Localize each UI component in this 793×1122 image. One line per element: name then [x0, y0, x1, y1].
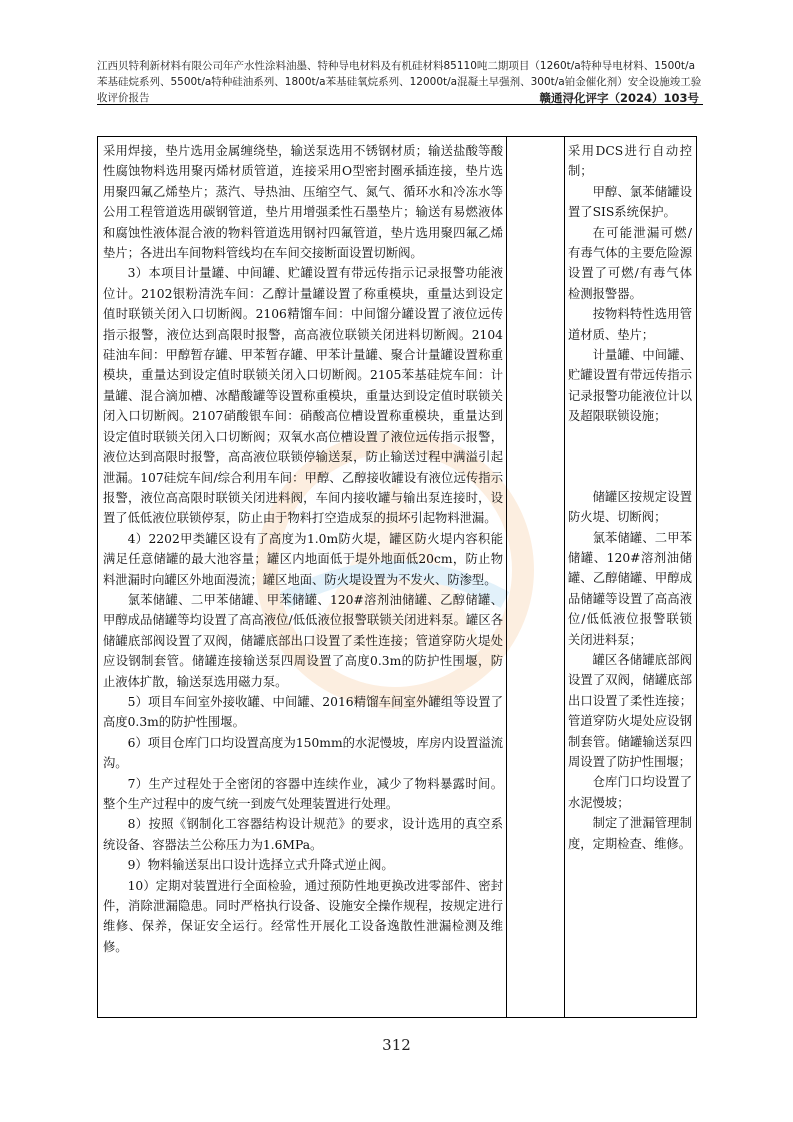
- document-number: 赣通浔化评字（2024）103号: [539, 91, 699, 105]
- summary-column: [568, 141, 692, 854]
- page-header: [97, 58, 703, 106]
- summary-item: 甲醇、氯苯储罐设置了SIS系统保护。: [568, 184, 692, 220]
- summary-item: 氯苯储罐、二甲苯储罐、120#溶剂油储罐、乙醇储罐、甲醇成品储罐等设置了高高液位/低低液位报警联锁关闭进料泵；: [568, 530, 692, 647]
- column-divider: [564, 137, 565, 1017]
- paragraph: 8）按照《钢制化工容器结构设计规范》的要求，设计选用的真空系统设备、容器法兰公称压力为1.6MPa。: [103, 817, 503, 852]
- summary-item: 按物料特性选用管道材质、垫片；: [568, 307, 692, 342]
- summary-item: 制定了泄漏管理制度，定期检查、维修。: [568, 816, 692, 851]
- content-table: [97, 136, 697, 1018]
- paragraph: 3）本项目计量罐、中间罐、贮罐设置有带远传指示记录报警功能液位计。2102银粉清洗车间：乙醇计量罐设置了称重模块，重量达到设定值时联锁关闭入口切断阀。2106精馏车间：中间馏分罐设置了液位远传指示报警，液位达到高限时报警，高高液位联锁关闭进料切断阀。2104硅油车间：甲醇暂存罐、甲苯暂存罐、甲苯计量罐、聚合计量罐设置称重模块，重量达到设定值时联锁关闭入口切断阀。2105苯基硅烷车间：计量罐、混合滴加槽、冰醋酸罐等设置称重模块，重量达到设定值时联锁关闭入口切断阀。2107硝酸银车间：硝酸高位槽设置称重模块，重量达到设定值时联锁关闭入口切断阀；双氧水高位槽设置了液位远传指示报警，液位达到高限时报警，高高液位联锁停输送泵，防止输送过程中满溢引起泄漏。107硅烷车间/综合利用车间：甲醇、乙醇接收罐设有液位远传指示报警，液位高高限时联锁关闭进料阀，车间内接收罐与输出泵连接时，设置了低低液位联锁停泵，防止由于物料打空造成泵的损坏引起物料泄漏。: [103, 266, 503, 526]
- paragraph: 7）生产过程处于全密闭的容器中连续作业，减少了物料暴露时间。整个生产过程中的废气统一到废气处理装置进行处理。: [103, 776, 503, 811]
- summary-item: 计量罐、中间罐、贮罐设置有带远传指示记录报警功能液位计以及超限联锁设施；: [568, 348, 692, 424]
- paragraph: 氯苯储罐、二甲苯储罐、甲苯储罐、120#溶剂油储罐、乙醇储罐、甲醇成品储罐等均设置了高高液位/低低液位报警联锁关闭进料泵。罐区各储罐底部阀设置了双阀，储罐底部出口设置了柔性连接；管道穿防火堤处应设钢制套管。储罐连接输送泵四周设置了高度0.3m的防护性围堰，防止液体扩散，输送泵选用磁力泵。: [103, 592, 503, 689]
- paragraph: 6）项目仓库门口均设置高度为150mm的水泥慢坡，库房内设置溢流沟。: [103, 735, 503, 771]
- page-number: 312: [382, 1036, 411, 1054]
- summary-item: 采用DCS进行自动控制；: [568, 144, 692, 179]
- paragraph: 5）项目车间室外接收罐、中间罐、2016精馏车间室外罐组等设置了高度0.3m的防护性围堰。: [103, 694, 503, 730]
- measures-column: [103, 141, 503, 957]
- report-title: 江西贝特利新材料有限公司年产水性涂料油墨、特种导电材料及有机硅材料85110吨二期项目（1260t/a特种导电材料、1500t/a苯基硅烷系列、5500t/a特种硅油系列、1800t/a苯基硅氧烷系列、12000t/a混凝土早强剂、300t/a铂金催化剂）安全设施竣工验收评价报告: [97, 60, 702, 104]
- column-divider: [506, 137, 507, 1017]
- paragraph: 9）物料输送泵出口设计选择立式升降式逆止阀。: [127, 858, 394, 873]
- paragraph: 采用焊接，垫片选用金属缠绕垫，输送泵选用不锈钢材质；输送盐酸等酸性腐蚀物料选用聚丙烯材质管道，连接采用O型密封圈承插连接，垫片选用聚四氟乙烯垫片；蒸汽、导热油、压缩空气、氮气、循环水和冷冻水等公用工程管道选用碳钢管道，垫片用增强柔性石墨垫片；输送有易燃液体和腐蚀性液体混合液的物料管道选用钢衬四氟管道，垫片选用聚四氟乙烯垫片；各进出车间物料管线均在车间交接断面设置切断阀。: [103, 144, 503, 261]
- summary-item: 罐区各储罐底部阀设置了双阀，储罐底部出口设置了柔性连接；管道穿防火堤处应设钢制套管。储罐输送泵四周设置了防护性围堰；: [568, 652, 692, 769]
- summary-item: 在可能泄漏可燃/有毒气体的主要危险源设置了可燃/有毒气体检测报警器。: [568, 225, 692, 301]
- summary-item: 储罐区按规定设置防火堤、切断阀；: [568, 489, 692, 525]
- paragraph: 4）2202甲类罐区设有了高度为1.0m防火堤，罐区防火堤内容积能满足任意储罐的最大池容量；罐区内地面低于堤外地面低20cm，防止物料泄漏时向罐区外地面漫流；罐区地面、防火堤设置为不发火、防渗型。: [103, 531, 503, 587]
- paragraph: 10）定期对装置进行全面检验，通过预防性地更换改进零部件、密封件，消除泄漏隐患。同时严格执行设备、设施安全操作规程，按规定进行维修、保养，保证安全运行。经常性开展化工设备逸散性泄漏检测及维修。: [103, 878, 503, 954]
- header-rule: [97, 104, 703, 105]
- summary-item: 仓库门口均设置了水泥慢坡；: [568, 775, 692, 810]
